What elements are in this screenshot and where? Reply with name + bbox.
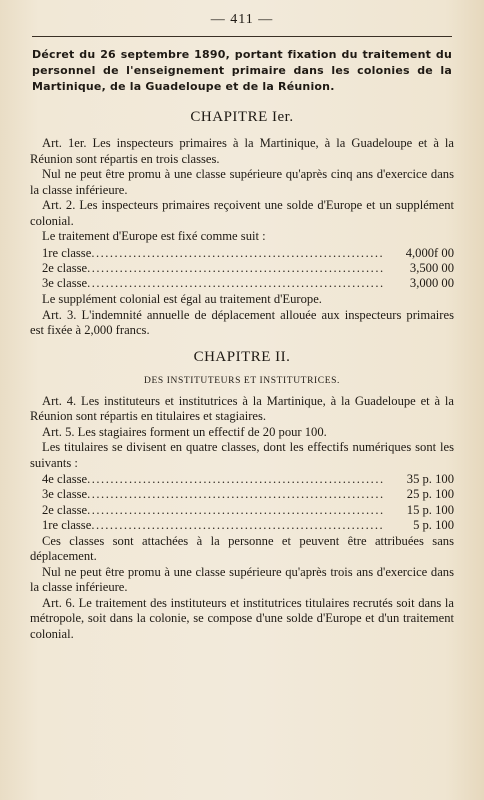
inspector-salary-list bbox=[30, 246, 454, 292]
class-value: 35 p. 100 bbox=[406, 472, 454, 487]
class-label: 4e classe bbox=[42, 472, 88, 487]
dot-leader bbox=[91, 246, 384, 261]
chapter-2-subheading: DES INSTITUTEURS ET INSTITUTRICES. bbox=[144, 375, 340, 386]
class-value: 5 p. 100 bbox=[413, 517, 454, 532]
promotion-rule-text: Nul ne peut être promu à une classe supérieure qu'après cinq ans d'exercice dans la classe inférieure. bbox=[30, 167, 454, 197]
article-1-text: Art. 1er. Les inspecteurs primaires à la Martinique, à la Guadeloupe et à la Réunion sont répartis en trois classes. bbox=[30, 136, 454, 166]
dot-leader bbox=[87, 276, 384, 291]
class-value: 15 p. 100 bbox=[406, 502, 454, 517]
article-6-text: Art. 6. Le traitement des instituteurs et institutrices titulaires recrutés soit dans la métropole, soit dans la colonie, se compose d'une solde d'Europe et d'un traitement colonial. bbox=[30, 595, 454, 641]
classes-attached-text: Ces classes sont attachées à la personne et peuvent être attribuées sans déplacement. bbox=[30, 533, 454, 564]
promotion-rule-text: Nul ne peut être promu à une classe supérieure qu'après trois ans d'exercice dans la classe inférieure. bbox=[30, 564, 454, 595]
list-item bbox=[30, 503, 454, 518]
dot-leader bbox=[87, 261, 384, 276]
article-3-text: Art. 3. L'indemnité annuelle de déplacement allouée aux inspecteurs primaires est fixée à 2,000 francs. bbox=[30, 307, 454, 338]
dot-leader bbox=[87, 503, 384, 518]
header-rule bbox=[32, 36, 452, 37]
list-item bbox=[30, 518, 454, 533]
list-item bbox=[30, 246, 454, 261]
titulaires-intro: Les titulaires se divisent en quatre classes, dont les effectifs numériques sont les suivants : bbox=[30, 440, 454, 470]
article-5-text: Art. 5. Les stagiaires forment un effectif de 20 pour 100. bbox=[42, 424, 327, 439]
colonial-supplement-text: Le supplément colonial est égal au traitement d'Europe. bbox=[42, 292, 322, 307]
article-2-text: Art. 2. Les inspecteurs primaires reçoivent une solde d'Europe et un supplément colonial. bbox=[30, 198, 454, 228]
europe-salary-intro: Le traitement d'Europe est fixé comme suit : bbox=[42, 229, 266, 243]
dot-leader bbox=[87, 472, 384, 487]
class-label: 2e classe bbox=[42, 260, 88, 275]
class-label: 1re classe bbox=[42, 245, 92, 260]
class-label: 2e classe bbox=[42, 502, 88, 517]
class-label: 1re classe bbox=[42, 517, 92, 532]
teacher-class-list bbox=[30, 472, 454, 533]
decree-title: Décret du 26 septembre 1890, portant fixation du traitement du personnel de l'enseignement primaire dans les colonies de la Martinique, de la Guadeloupe et de la Réunion. bbox=[32, 48, 452, 93]
class-value: 25 p. 100 bbox=[406, 487, 454, 502]
article-4-text: Art. 4. Les instituteurs et institutrices à la Martinique, à la Guadeloupe et à la Réunion sont répartis en titulaires et stagiaires. bbox=[30, 393, 454, 424]
chapter-1-heading: CHAPITRE Ier. bbox=[190, 109, 294, 125]
class-value: 3,000 00 bbox=[409, 275, 454, 290]
page-number: — 411 — bbox=[210, 12, 274, 27]
list-item bbox=[30, 472, 454, 487]
class-value: 4,000f 00 bbox=[405, 245, 454, 260]
list-item bbox=[30, 276, 454, 291]
dot-leader bbox=[91, 518, 384, 533]
class-label: 3e classe bbox=[42, 487, 88, 502]
class-value: 3,500 00 bbox=[409, 260, 454, 275]
dot-leader bbox=[87, 487, 384, 502]
chapter-2-heading: CHAPITRE II. bbox=[193, 348, 291, 365]
list-item bbox=[30, 261, 454, 276]
class-label: 3e classe bbox=[42, 275, 88, 290]
list-item bbox=[30, 487, 454, 502]
